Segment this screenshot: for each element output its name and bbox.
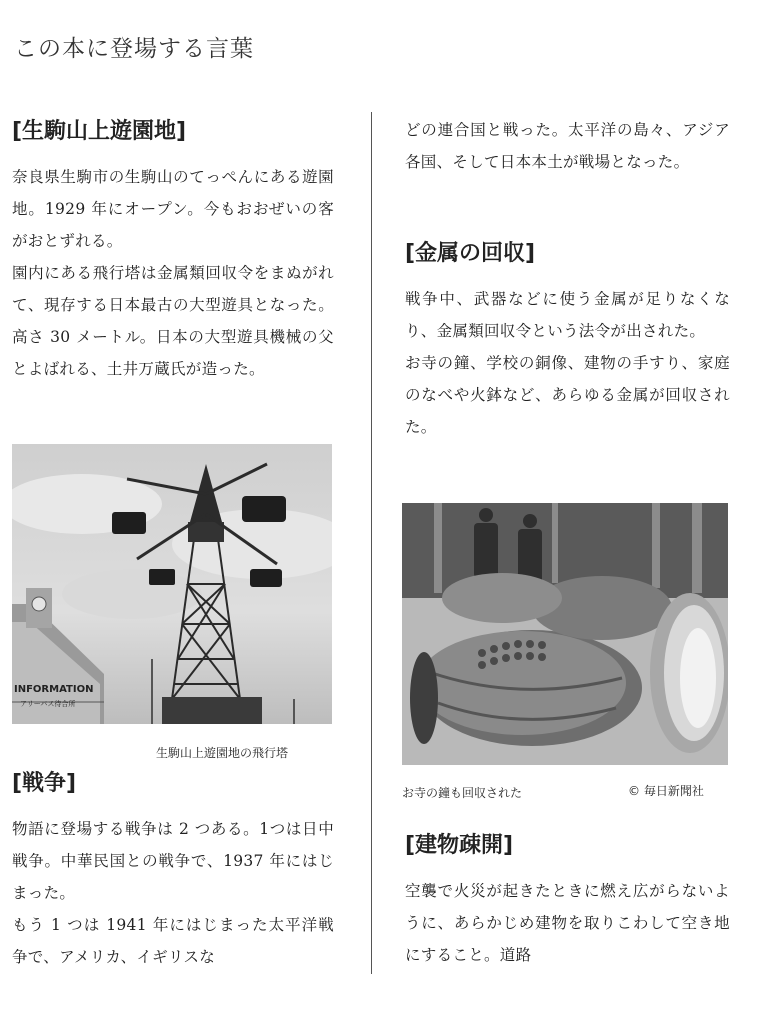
section-kinzoku	[405, 240, 730, 443]
photo-flight-tower	[12, 444, 332, 724]
page-title: この本に登場する言葉	[14, 36, 254, 62]
section-heading: [金属の回収]	[405, 241, 536, 266]
paragraph: 戦争中、武器などに使う金属が足りなくなり、金属類回収令という法令が出された。	[405, 289, 730, 340]
paragraph: お寺の鐘、学校の銅像、建物の手すり、家庭のなべや火鉢など、あらゆる金属が回収された。	[405, 353, 730, 436]
photo-credit: © 毎日新聞社	[628, 784, 704, 798]
column-divider	[371, 112, 372, 974]
info-sign-text: INFORMATION	[14, 684, 94, 695]
paragraph: 空襲で火災が起きたときに燃え広がらないように、あらかじめ建物を取りこわして空き地にすること。道路	[405, 881, 730, 964]
section-heading: [生駒山上遊園地]	[12, 119, 187, 144]
paragraph: もう 1 つは 1941 年にはじまった太平洋戦争で、アメリカ、イギリスな	[12, 915, 334, 966]
paragraph: 奈良県生駒市の生駒山のてっぺんにある遊園地。1929 年にオープン。今もおおぜいの客がおとずれる。	[12, 167, 334, 250]
section-senso	[12, 770, 334, 973]
section-heading: [建物疎開]	[405, 833, 514, 858]
paragraph: どの連合国と戦った。太平洋の島々、アジア各国、そして日本本土が戦場となった。	[405, 121, 730, 171]
section-tatemono-sokai	[405, 832, 730, 971]
paragraph: 園内にある飛行塔は金属類回収令をまぬがれて、現存する日本最古の大型遊具となった。高さ 30 メートル。日本の大型遊具機械の父とよばれる、土井万蔵氏が造った。	[12, 263, 334, 378]
section-continuation	[405, 114, 730, 178]
photo-temple-bells	[402, 503, 728, 765]
info-sign-subtext: アリーバス待合所	[20, 700, 76, 708]
section-ikomasanjo	[12, 118, 334, 385]
photo-caption: 生駒山上遊園地の飛行塔	[156, 746, 289, 760]
photo-caption: お寺の鐘も回収された	[402, 786, 523, 800]
paragraph: 物語に登場する戦争は 2 つある。1つは日中戦争。中華民国との戦争で、1937 年にはじまった。	[12, 819, 334, 902]
section-heading: [戦争]	[12, 771, 77, 796]
